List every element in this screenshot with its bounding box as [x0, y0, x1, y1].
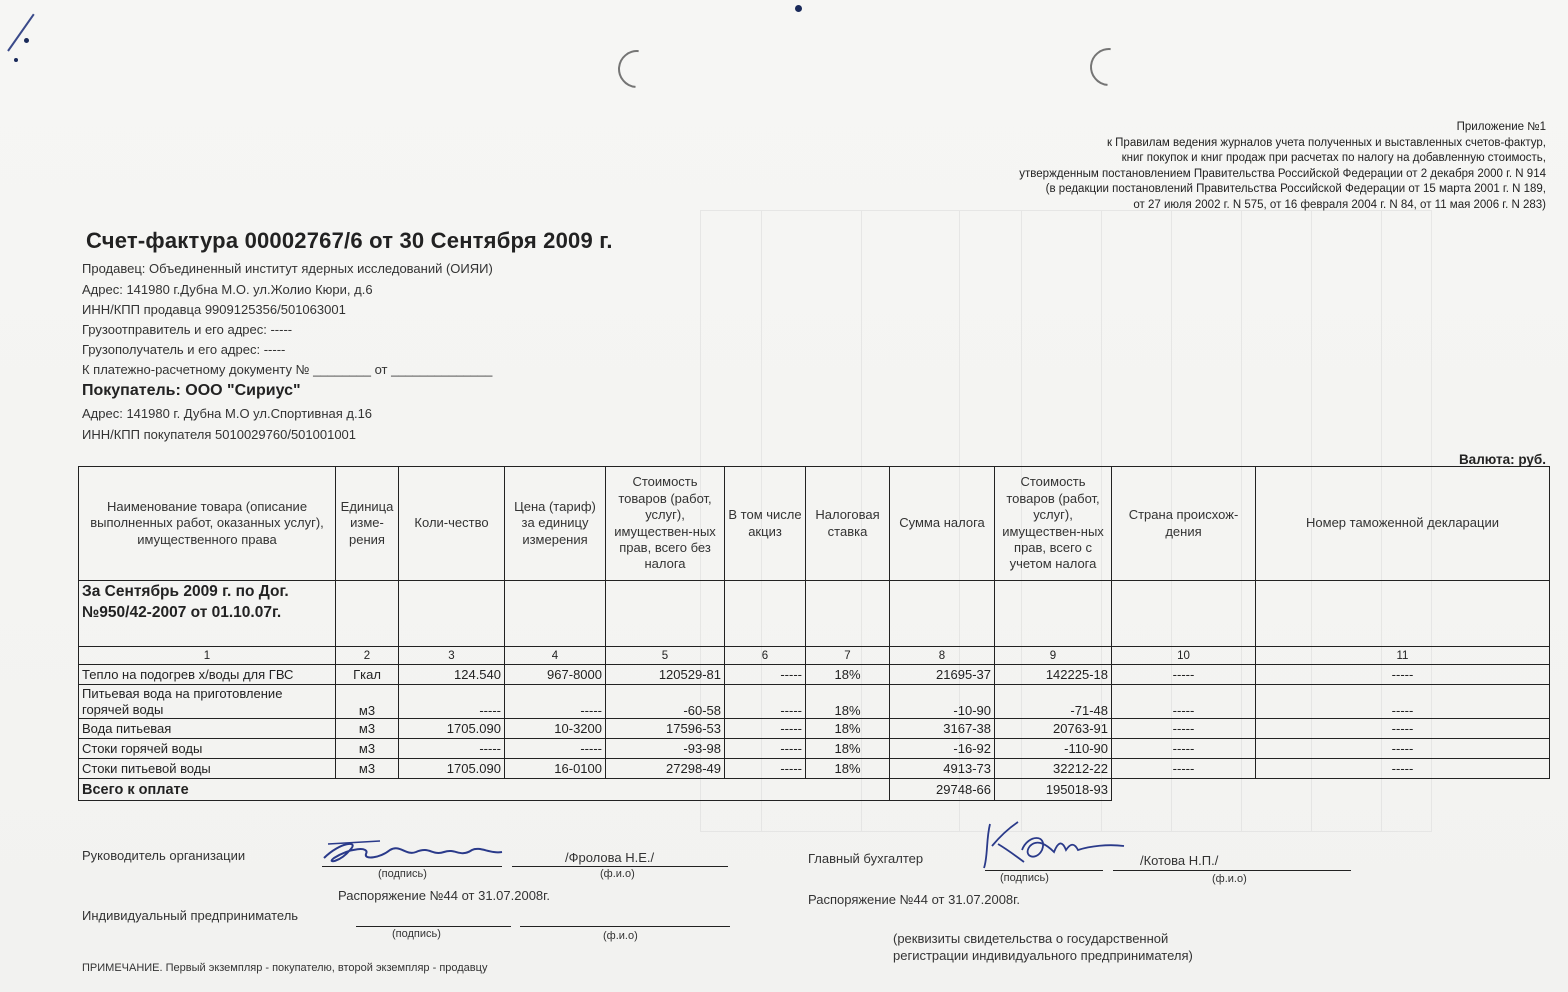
item-name: Вода питьевая	[79, 719, 336, 739]
item-country: -----	[1112, 665, 1256, 685]
item-excise: -----	[725, 685, 806, 719]
item-quantity: 1705.090	[399, 719, 505, 739]
item-unit: м3	[336, 759, 399, 779]
item-total: 32212-22	[995, 759, 1112, 779]
item-country: -----	[1112, 719, 1256, 739]
total-sum: 195018-93	[995, 779, 1112, 801]
seller-address: Адрес: 141980 г.Дубна М.О. ул.Жолио Кюри, д.6	[82, 282, 373, 297]
column-number: 7	[806, 647, 890, 665]
ink-dot	[14, 58, 18, 62]
item-cost: 120529-81	[606, 665, 725, 685]
item-tax: 21695-37	[890, 665, 995, 685]
header-price: Цена (тариф) за единицу измерения	[505, 467, 606, 581]
table-row	[79, 759, 1550, 779]
item-tax: 4913-73	[890, 759, 995, 779]
header-quantity: Коли-чество	[399, 467, 505, 581]
signature-caption: (подпись)	[392, 928, 441, 940]
item-quantity: -----	[399, 685, 505, 719]
item-excise: -----	[725, 665, 806, 685]
currency-label: Валюта: руб.	[1458, 452, 1546, 467]
header-excise: В том числе акциз	[725, 467, 806, 581]
punch-hole	[610, 42, 664, 96]
table-row	[79, 719, 1550, 739]
item-country: -----	[1112, 685, 1256, 719]
header-origin-country: Страна происхож-дения	[1112, 467, 1256, 581]
invoice-table	[78, 466, 1550, 801]
chief-signature	[978, 816, 1128, 872]
total-tax: 29748-66	[890, 779, 995, 801]
entrepreneur-signature-line	[356, 926, 511, 927]
seller-inn: ИНН/КПП продавца 9909125356/501063001	[82, 302, 346, 317]
column-number: 3	[399, 647, 505, 665]
fio-caption: (ф.и.о)	[1212, 873, 1247, 885]
appendix-line: к Правилам ведения журналов учета полученных и выставленных счетов-фактур,	[1106, 136, 1546, 149]
appendix-line: от 27 июля 2002 г. N 575, от 16 февраля 2004 г. N 84, от 11 мая 2006 г. N 283)	[1133, 198, 1546, 211]
item-declaration: -----	[1256, 739, 1550, 759]
header-tax-amount: Сумма налога	[890, 467, 995, 581]
shipper: Грузоотправитель и его адрес: -----	[82, 322, 293, 337]
item-cost: 27298-49	[606, 759, 725, 779]
pen-mark	[7, 14, 34, 52]
fio-caption: (ф.и.о)	[603, 930, 638, 942]
column-number: 4	[505, 647, 606, 665]
invoice-title: Счет-фактура 00002767/6 от 30 Сентября 2009 г.	[86, 228, 613, 253]
item-excise: -----	[725, 759, 806, 779]
period-row	[79, 581, 1550, 647]
table-header-row	[79, 467, 1550, 581]
item-country: -----	[1112, 739, 1256, 759]
item-tax-rate: 18%	[806, 759, 890, 779]
column-number: 11	[1256, 647, 1550, 665]
head-signature	[320, 836, 510, 868]
item-total: -71-48	[995, 685, 1112, 719]
header-tax-rate: Налоговая ставка	[806, 467, 890, 581]
chief-signature-line	[985, 870, 1103, 871]
entrepreneur-label: Индивидуальный предприниматель	[82, 908, 299, 923]
punch-dot	[795, 5, 802, 12]
item-tax: -10-90	[890, 685, 995, 719]
seller-name: Продавец: Объединенный институт ядерных исследований (ОИЯИ)	[82, 261, 493, 276]
appendix-line: книг покупок и книг продаж при расчетах по налогу на добавленную стоимость,	[1121, 152, 1546, 165]
item-tax-rate: 18%	[806, 739, 890, 759]
signature-caption: (подпись)	[1000, 872, 1049, 884]
item-unit: м3	[336, 739, 399, 759]
item-cost: -60-58	[606, 685, 725, 719]
column-number: 2	[336, 647, 399, 665]
item-tax-rate: 18%	[806, 719, 890, 739]
item-declaration: -----	[1256, 759, 1550, 779]
item-tax-rate: 18%	[806, 665, 890, 685]
item-price: 967-8000	[505, 665, 606, 685]
item-total: 20763-91	[995, 719, 1112, 739]
entrepreneur-name-line	[520, 926, 730, 927]
item-declaration: -----	[1256, 719, 1550, 739]
registration-note: (реквизиты свидетельства о государственной регистрации индивидуального предпринимателя)	[893, 931, 1193, 963]
item-excise: -----	[725, 719, 806, 739]
order-left: Распоряжение №44 от 31.07.2008г.	[338, 888, 550, 903]
item-tax: -16-92	[890, 739, 995, 759]
column-numbers-row	[79, 647, 1550, 665]
header-customs-declaration: Номер таможенной декларации	[1256, 467, 1550, 581]
total-row	[79, 779, 1550, 801]
column-number: 10	[1112, 647, 1256, 665]
item-excise: -----	[725, 739, 806, 759]
appendix-line: Приложение №1	[1456, 121, 1546, 133]
header-cost-with-tax: Стоимость товаров (работ, услуг), имуществен-ных прав, всего с учетом налога	[995, 467, 1112, 581]
item-name: Питьевая вода на приготовление горячей воды	[79, 685, 336, 719]
head-name-line	[512, 866, 728, 867]
buyer-inn: ИНН/КПП покупателя 5010029760/501001001	[82, 427, 357, 442]
item-declaration: -----	[1256, 685, 1550, 719]
payment-document: К платежно-расчетному документу № ________ от ______________	[82, 362, 493, 377]
header-unit: Единица изме-рения	[336, 467, 399, 581]
table-row	[79, 665, 1550, 685]
item-quantity: 1705.090	[399, 759, 505, 779]
chief-name: /Котова Н.П./	[1140, 853, 1219, 868]
column-number: 1	[79, 647, 336, 665]
item-country: -----	[1112, 759, 1256, 779]
header-cost-without-tax: Стоимость товаров (работ, услуг), имуществен-ных прав, всего без налога	[606, 467, 725, 581]
chief-accountant-label: Главный бухгалтер	[808, 851, 924, 866]
total-label: Всего к оплате	[79, 779, 890, 801]
footnote: ПРИМЕЧАНИЕ. Первый экземпляр - покупателю, второй экземпляр - продавцу	[82, 962, 488, 974]
consignee: Грузополучатель и его адрес: -----	[82, 342, 286, 357]
order-right: Распоряжение №44 от 31.07.2008г.	[808, 892, 1020, 907]
item-name: Стоки питьевой воды	[79, 759, 336, 779]
fio-caption: (ф.и.о)	[600, 868, 635, 880]
item-price: -----	[505, 685, 606, 719]
table-row	[79, 685, 1550, 719]
item-unit: м3	[336, 685, 399, 719]
punch-hole	[1082, 40, 1136, 94]
item-price: 10-3200	[505, 719, 606, 739]
item-cost: 17596-53	[606, 719, 725, 739]
chief-name-line	[1113, 870, 1351, 871]
head-name: /Фролова Н.Е./	[565, 850, 655, 865]
legal-appendix	[926, 120, 1546, 214]
head-signature-line	[322, 866, 502, 867]
signature-caption: (подпись)	[378, 868, 427, 880]
item-cost: -93-98	[606, 739, 725, 759]
header-product-name: Наименование товара (описание выполненных работ, оказанных услуг), имущественного права	[79, 467, 336, 581]
buyer-address: Адрес: 141980 г. Дубна М.О ул.Спортивная д.16	[82, 406, 373, 421]
item-total: -110-90	[995, 739, 1112, 759]
appendix-line: утвержденным постановлением Правительства Российской Федерации от 2 декабря 2000 г. N 914	[1019, 167, 1546, 180]
column-number: 6	[725, 647, 806, 665]
column-number: 8	[890, 647, 995, 665]
item-price: 16-0100	[505, 759, 606, 779]
item-quantity: -----	[399, 739, 505, 759]
column-number: 5	[606, 647, 725, 665]
item-name: Тепло на подогрев х/воды для ГВС	[79, 665, 336, 685]
item-name: Стоки горячей воды	[79, 739, 336, 759]
head-label: Руководитель организации	[82, 848, 246, 863]
item-tax-rate: 18%	[806, 685, 890, 719]
item-unit: Гкал	[336, 665, 399, 685]
table-row	[79, 739, 1550, 759]
ink-dot	[24, 38, 29, 43]
period-description: За Сентябрь 2009 г. по Дог.№950/42-2007 от 01.10.07г.	[79, 581, 336, 647]
item-quantity: 124.540	[399, 665, 505, 685]
column-number: 9	[995, 647, 1112, 665]
appendix-line: (в редакции постановлений Правительства Российской Федерации от 15 марта 2001 г. N 189,	[1045, 183, 1546, 196]
item-total: 142225-18	[995, 665, 1112, 685]
item-unit: м3	[336, 719, 399, 739]
buyer-name: Покупатель: ООО "Сириус"	[82, 382, 301, 399]
item-price: -----	[505, 739, 606, 759]
item-declaration: -----	[1256, 665, 1550, 685]
item-tax: 3167-38	[890, 719, 995, 739]
